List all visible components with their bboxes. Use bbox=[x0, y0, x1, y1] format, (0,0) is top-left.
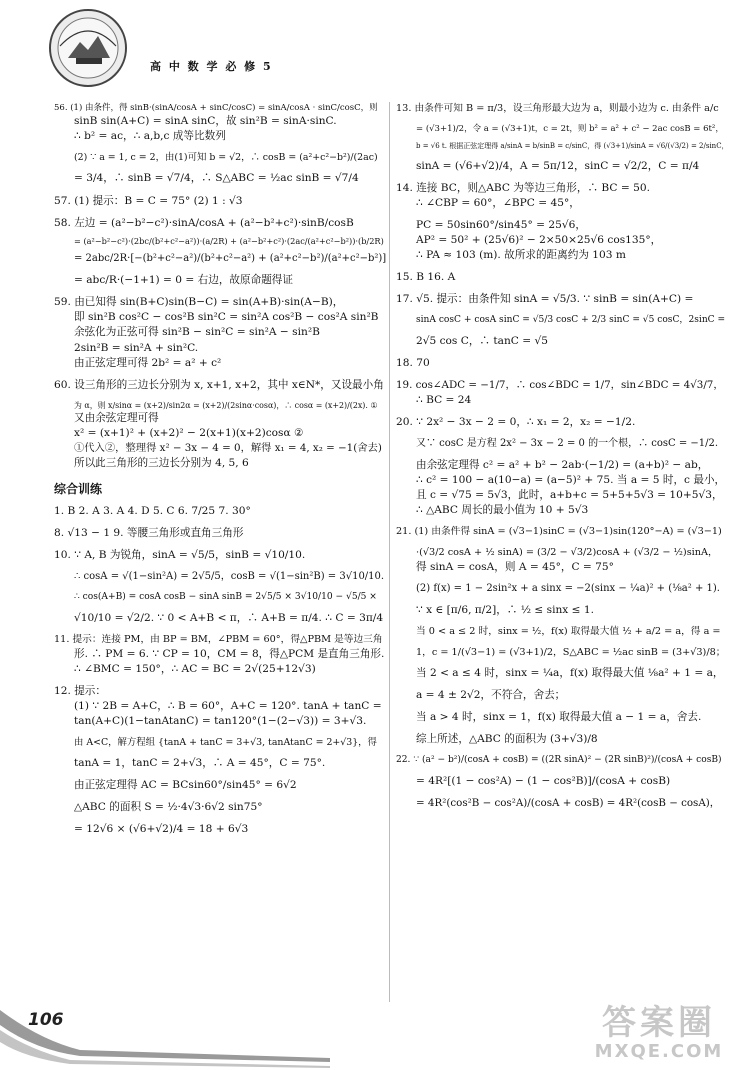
answer-line: 57. (1) 提示：B = C = 75° (2) 1 : √3 bbox=[54, 194, 243, 207]
answer-line: 2√5 cos C，∴ tanC = √5 bbox=[416, 334, 548, 347]
answer-line: ∴ b² = ac，∴ a,b,c 成等比数列 bbox=[74, 130, 226, 143]
answer-line: PC = 50sin60°/sin45° = 25√6， bbox=[416, 218, 586, 231]
answer-line: 且 c = √75 = 5√3，此时，a+b+c = 5+5+5√3 = 10+5√3， bbox=[416, 488, 723, 501]
answer-line: 8. √13 − 1 9. 等腰三角形或直角三角形 bbox=[54, 526, 244, 539]
answer-line: 由余弦定理得 c² = a² + b² − 2ab·(−1/2) = (a+b)² − ab， bbox=[416, 458, 709, 471]
answer-line: ①代入②，整理得 x² − 3x − 4 = 0，解得 x₁ = 4, x₂ = −1(舍去) bbox=[74, 441, 382, 454]
answer-line: (2) ∵ a = 1, c = 2，由(1)可知 b = √2，∴ cosB = (a²+c²−b²)/(2ac) bbox=[74, 152, 378, 164]
answer-line: 由 A<C，解方程组 {tanA + tanC = 3+√3, tanAtanC = 2+√3}，得 bbox=[74, 736, 377, 748]
answer-line: 形. ∴ PM = 6. ∵ CP = 10，CM = 8，得△PCM 是直角三角形. bbox=[74, 647, 385, 660]
watermark-domain: MXQE.COM bbox=[594, 1041, 724, 1062]
answer-line: △ABC 的面积 S = ½·4√3·6√2 sin75° bbox=[74, 801, 263, 814]
answer-line: 当 0 < a ≤ 2 时，sinx = ½，f(x) 取得最大值 ½ + a/2 = a，得 a = bbox=[416, 625, 721, 637]
answer-line: ∴ cos(A+B) = cosA cosB − sinA sinB = 2√5/5 × 3√10/10 − √5/5 × bbox=[74, 591, 377, 602]
answer-line: a = 4 ± 2√2，不符合，舍去； bbox=[416, 689, 566, 702]
answer-line: 即 sin²B cos²C − cos²B sin²C = sin²A cos²B − cos²A sin²B bbox=[74, 311, 379, 324]
answer-line: b = √6 t. 根据正弦定理得 a/sinA = b/sinB = c/sinC，得 (√3+1)/sinA = √6/(√3/2) = 2/sinC， bbox=[416, 141, 729, 150]
answer-line: ∴ ∠CBP = 60°，∠BPC = 45°， bbox=[416, 196, 580, 209]
answer-line: 18. 70 bbox=[396, 356, 430, 369]
answer-line: (2) f(x) = 1 − 2sin²x + a sinx = −2(sinx − ¼a)² + (⅛a² + 1). bbox=[416, 582, 720, 594]
answer-line: 1. B 2. A 3. A 4. D 5. C 6. 7/25 7. 30° bbox=[54, 504, 251, 517]
answer-line: 15. B 16. A bbox=[396, 270, 456, 283]
answer-line: 17. √5. 提示：由条件知 sinA = √5/3. ∵ sinB = sin(A+C) = bbox=[396, 292, 694, 305]
answer-line: 19. cos∠ADC = −1/7，∴ cos∠BDC = 1/7，sin∠BDC = 4√3/7， bbox=[396, 378, 724, 391]
answer-line: 当 2 < a ≤ 4 时，sinx = ¼a，f(x) 取得最大值 ⅛a² + 1 = a， bbox=[416, 667, 724, 680]
answer-line: 14. 连接 BC，则△ABC 为等边三角形，∴ BC = 50. bbox=[396, 181, 650, 194]
answer-line: AP² = 50² + (25√6)² − 2×50×25√6 cos135°， bbox=[416, 233, 662, 246]
answer-line: x² = (x+1)² + (x+2)² − 2(x+1)(x+2)cosα ② bbox=[74, 426, 304, 439]
answer-line: ∴ ∠BMC = 150°，∴ AC = BC = 2√(25+12√3) bbox=[74, 662, 316, 675]
answer-line: = 2abc/2R·[−(b²+c²−a²)/(b²+c²−a²) + (a²+c²−b²)/(a²+c²−b²)] bbox=[74, 253, 387, 265]
answer-line: 由正弦定理可得 2b² = a² + c² bbox=[74, 356, 222, 369]
answer-line: tanA = 1，tanC = 2+√3，∴ A = 45°，C = 75°. bbox=[74, 757, 326, 770]
answer-line: 12. 提示： bbox=[54, 684, 106, 697]
answer-line: sinB sin(A+C) = sinA sinC，故 sin²B = sinA·sinC. bbox=[74, 115, 337, 128]
answer-line: sinA = (√6+√2)/4，A = 5π/12，sinC = √2/2，C = π/4 bbox=[416, 159, 700, 172]
section-title: 综合训练 bbox=[54, 481, 103, 496]
answer-line: ∴ c² = 100 − a(10−a) = (a−5)² + 75. 当 a = 5 时，c 最小， bbox=[416, 473, 726, 486]
answer-line: = 12√6 × (√6+√2)/4 = 18 + 6√3 bbox=[74, 823, 249, 836]
answer-line: = 3/4，∴ sinB = √7/4，∴ S△ABC = ½ac sinB = √7/4 bbox=[74, 172, 359, 185]
left-column bbox=[54, 102, 386, 837]
answer-line: 56. (1) 由条件，得 sinB·(sinA/cosA + sinC/cosC) = sinA/cosA · sinC/cosC，则 bbox=[54, 103, 378, 113]
answer-line: 由正弦定理得 AC = BCsin60°/sin45° = 6√2 bbox=[74, 779, 297, 792]
answer-line: = 4R²(cos²B − cos²A)/(cosA + cosB) = 4R²(cosB − cosA)， bbox=[416, 797, 721, 810]
answer-line: 60. 设三角形的三边长分别为 x, x+1, x+2，其中 x∈N*，又设最小角 bbox=[54, 378, 384, 391]
column-divider bbox=[389, 102, 390, 1002]
answer-line: ∴ cosA = √(1−sin²A) = 2√5/5，cosB = √(1−sin²B) = 3√10/10. bbox=[74, 570, 385, 582]
page-number: 106 bbox=[28, 1010, 64, 1030]
answer-line: ∴ BC = 24 bbox=[416, 393, 472, 406]
watermark-text: 答案圈 bbox=[602, 1003, 716, 1043]
answer-line: 又∵ cosC 是方程 2x² − 3x − 2 = 0 的一个根，∴ cosC = −1/2. bbox=[416, 437, 719, 449]
answer-line: 59. 由已知得 sin(B+C)sin(B−C) = sin(A+B)·sin(A−B)， bbox=[54, 296, 344, 309]
answer-line: ∴ PA ≈ 103 (m). 故所求的距离约为 103 m bbox=[416, 248, 626, 261]
answer-line: ∵ x ∈ [π/6, π/2]，∴ ½ ≤ sinx ≤ 1. bbox=[416, 603, 594, 616]
answer-line: = abc/R·(−1+1) = 0 = 右边，故原命题得证 bbox=[74, 274, 293, 287]
answer-line: 综上所述，△ABC 的面积为 (3+√3)/8 bbox=[416, 733, 598, 746]
answer-line: tan(A+C)(1−tanAtanC) = tan120°(1−(2−√3)) = 3+√3. bbox=[74, 714, 367, 727]
answer-line: 又由余弦定理可得 bbox=[74, 411, 159, 424]
answer-line: 10. ∵ A, B 为锐角，sinA = √5/5，sinB = √10/10. bbox=[54, 548, 306, 561]
answer-line: 1，c = 1/(√3−1) = (√3+1)/2，S△ABC = ½ac sinB = (3+√3)/8； bbox=[416, 646, 726, 658]
answer-line: ∴ △ABC 周长的最小值为 10 + 5√3 bbox=[416, 503, 589, 516]
answer-line: 58. 左边 = (a²−b²−c²)·sinA/cosA + (a²−b²+c²)·sinB/cosB bbox=[54, 216, 354, 229]
answer-line: 为 α，则 x/sinα = (x+2)/sin2α = (x+2)/(2sinα·cosα)，∴ cosα = (x+2)/(2x). ① bbox=[74, 400, 378, 410]
answer-line: 2sin²B = sin²A + sin²C. bbox=[74, 341, 199, 354]
site-watermark bbox=[574, 1004, 744, 1066]
answer-line: (1) ∵ 2B = A+C，∴ B = 60°，A+C = 120°. tanA + tanC = bbox=[74, 699, 382, 712]
answer-line: 11. 提示：连接 PM，由 BP = BM，∠PBM = 60°，得△PBM 是等边三角 bbox=[54, 633, 383, 645]
answer-line: 当 a > 4 时，sinx = 1，f(x) 取得最大值 a − 1 = a，舍去. bbox=[416, 711, 702, 724]
answer-line: √10/10 = √2/2. ∵ 0 < A+B < π，∴ A+B = π/4. ∴ C = 3π/4 bbox=[74, 611, 384, 624]
answer-line: 得 sinA = cosA，则 A = 45°，C = 75° bbox=[416, 560, 614, 573]
answer-line: 20. ∵ 2x² − 3x − 2 = 0，∴ x₁ = 2，x₂ = −1/2. bbox=[396, 415, 636, 428]
book-series-logo bbox=[46, 6, 130, 90]
answer-line: = (a²−b²−c²)·(2bc/(b²+c²−a²))·(a/2R) + (a²−b²+c²)·(2ac/(a²+c²−b²))·(b/2R) bbox=[74, 235, 384, 246]
answer-line: 13. 由条件可知 B = π/3，设三角形最大边为 a，则最小边为 c. 由条件 a/c bbox=[396, 103, 719, 114]
answer-line: = 4R²[(1 − cos²A) − (1 − cos²B)]/(cosA + cosB) bbox=[416, 775, 671, 788]
answer-line: 21. (1) 由条件得 sinA = (√3−1)sinC = (√3−1)sin(120°−A) = (√3−1) bbox=[396, 525, 722, 537]
answer-line: = (√3+1)/2，令 a = (√3+1)t，c = 2t，则 b² = a² + c² − 2ac cosB = 6t²， bbox=[416, 123, 724, 134]
answer-line: ·(√3/2 cosA + ½ sinA) = (3/2 − √3/2)cosA + (√3/2 − ½)sinA， bbox=[416, 546, 718, 558]
answer-line: 所以此三角形的三边长分别为 4, 5, 6 bbox=[74, 456, 249, 469]
answer-line: sinA cosC + cosA sinC = √5/3 cosC + 2/3 sinC = √5 cosC，2sinC = bbox=[416, 315, 726, 326]
answer-line: 22. ∵ (a² − b²)/(cosA + cosB) = ((2R sinA)² − (2R sinB)²)/(cosA + cosB) bbox=[396, 755, 722, 766]
answer-line: 余弦化为正弦可得 sin²B − sin²C = sin²A − sin²B bbox=[74, 326, 320, 339]
right-column bbox=[396, 102, 729, 811]
book-title: 高 中 数 学 必 修 5 bbox=[150, 60, 273, 73]
